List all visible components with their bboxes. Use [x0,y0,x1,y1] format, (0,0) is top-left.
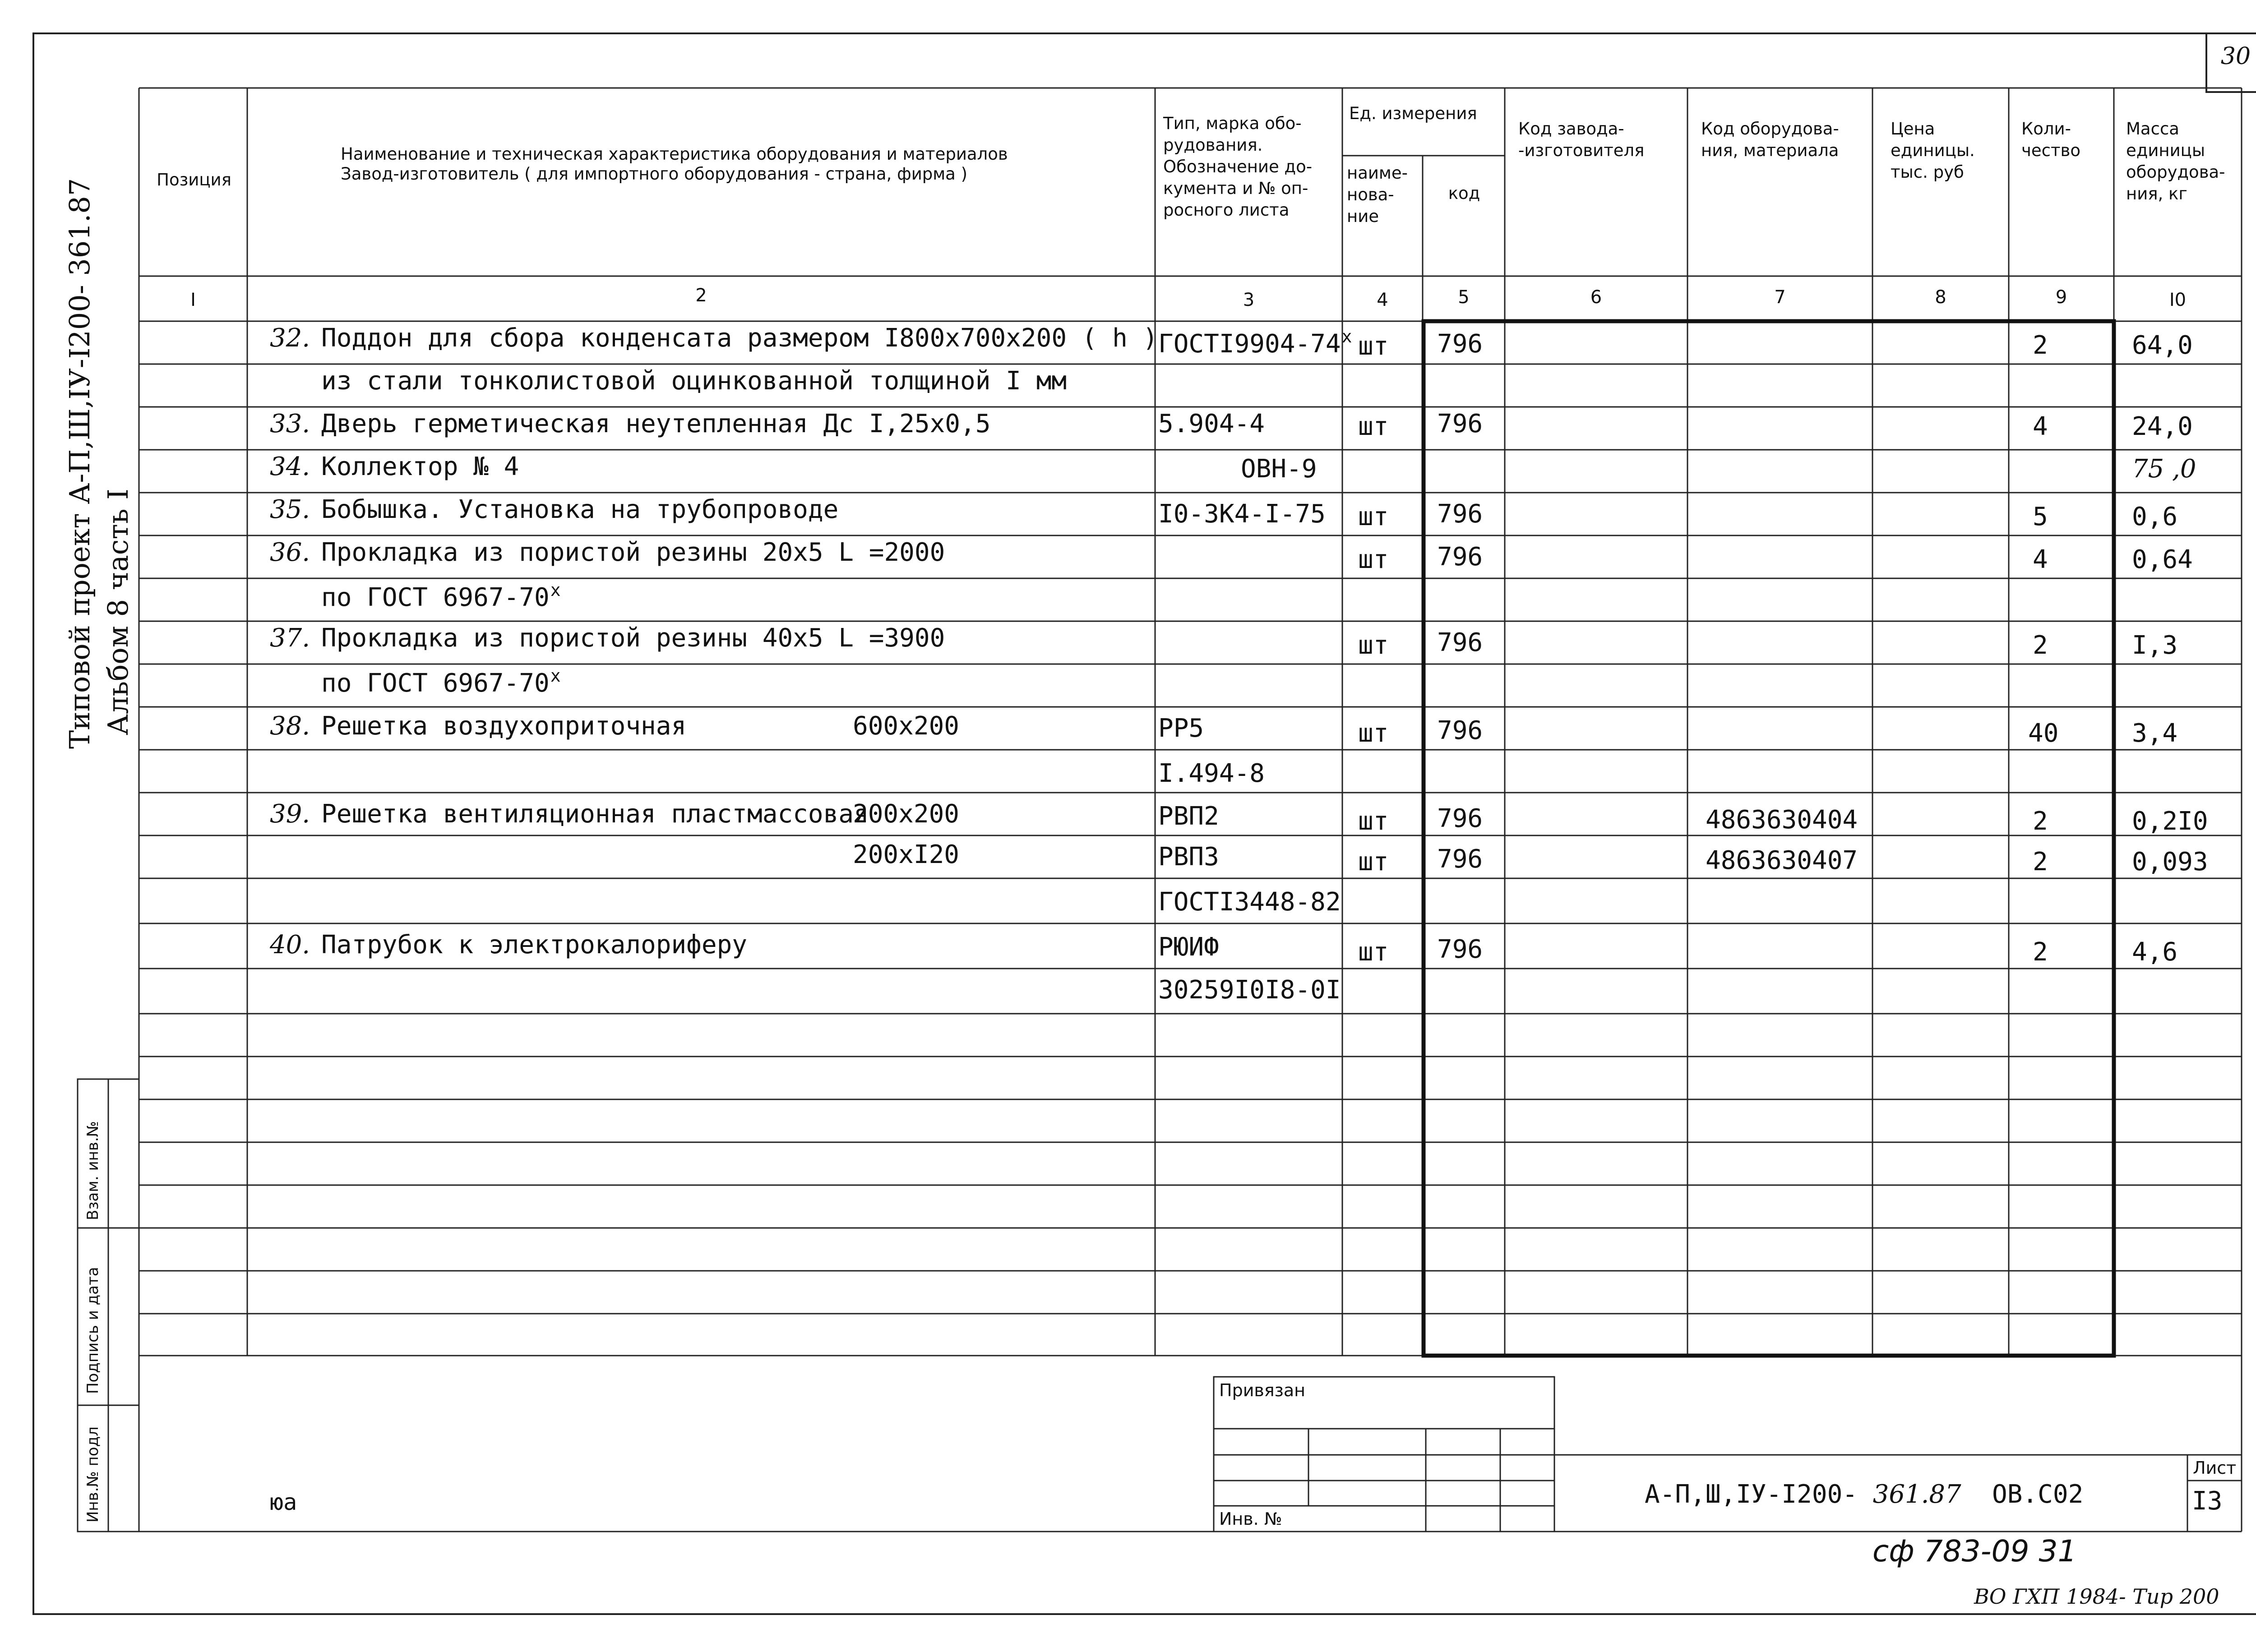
row-39b-code: 796 [1437,844,1483,874]
header-unit-name: наиме- нова- ние [1347,163,1408,226]
row-39-code: 796 [1437,804,1483,833]
row-35-quantity: 5 [2033,502,2048,531]
header-unit-code: код [1448,184,1480,203]
row-33-mass: 24,0 [2132,412,2193,441]
row-39b-type: РВП3 [1158,842,1219,872]
row-33-position: 33. [270,409,310,438]
row-32-name: Поддон для сбора конденсата размером I800х700х200 ( h ) [321,323,1158,353]
row-37-code: 796 [1437,628,1483,657]
row-32-mass: 64,0 [2132,331,2193,360]
row-40-type: РЮИФ [1158,932,1219,962]
row-40-position: 40. [270,930,310,960]
title-doc-code: А-П,Ш,IУ-I200- 361.87 [1645,1480,1961,1509]
row-39-name: Решетка вентиляционная пластмассовая [321,799,869,829]
row-35-name: Бобышка. Установка на трубопроводе [321,495,839,524]
row-39-equipment-code: 4863630404 [1706,805,1858,835]
row-34-mass: 75 ,0 [2132,454,2196,484]
row-39b-mass: 0,093 [2132,847,2208,877]
row-36-quantity: 4 [2033,545,2048,574]
row-40-quantity: 2 [2033,937,2048,967]
vertical-title-album: Альбом 8 часть I [102,489,134,735]
header-name-line1: Наименование и техническая характеристика оборудования и материалов [341,144,1008,164]
row-40-name: Патрубок к электрокалориферу [321,930,748,960]
title-list-number: I3 [2192,1486,2223,1516]
row-32-code: 796 [1437,329,1483,359]
left-mark: юа [270,1489,297,1515]
row-39-unit: шт [1358,807,1389,836]
header-units: Ед. измерения [1349,104,1477,123]
row-35-position: 35. [270,495,310,524]
row-39b-quantity: 2 [2033,847,2048,877]
row-39-mass: 0,2I0 [2132,807,2208,836]
row-40-code: 796 [1437,935,1483,964]
row-39-type: РВП2 [1158,802,1219,831]
row-38-position: 38. [270,711,310,741]
row-37-position: 37. [270,623,310,653]
row-39b-unit: шт [1358,847,1389,877]
row-35-code: 796 [1437,499,1483,529]
row-33-quantity: 4 [2033,412,2048,441]
row-37-quantity: 2 [2033,631,2048,660]
column-number-6: 6 [1590,287,1602,308]
column-number-2: 2 [695,285,707,306]
title-mark: ОВ.С02 [1992,1480,2084,1509]
row-40-mass: 4,6 [2132,937,2178,967]
row-40-unit: шт [1358,937,1389,967]
row-38-code: 796 [1437,716,1483,745]
stamp-replacement-inv: Взам. инв.№ [84,1121,102,1220]
row-35-mass: 0,6 [2132,502,2178,531]
header-type: Тип, марка обо- рудования. Обозначение до- кумента и № оп- росного листа [1163,114,1313,220]
row-38-mass: 3,4 [2132,719,2178,748]
row-36-mass: 0,64 [2132,545,2193,574]
row-33-unit: шт [1358,412,1389,441]
column-number-5: 5 [1458,287,1470,308]
title-list-label: Лист [2193,1458,2237,1478]
row-37-name: Прокладка из пористой резины 40х5 L =3900 [321,623,945,653]
row-35-type: I0-3К4-I-75 [1158,499,1326,529]
row-38-type: РР5 [1158,714,1204,743]
vertical-title-project: Типовой проект А-П,Ш,IУ-I200- 361.87 [63,178,96,749]
footer-stamp-number: сф 783-09 31 [1872,1534,2077,1569]
row-38-quantity: 40 [2028,719,2059,748]
row-32-position: 32. [270,323,310,353]
row-32-quantity: 2 [2033,331,2048,360]
header-name-line2: Завод-изготовитель ( для импортного оборудования - страна, фирма ) [341,164,968,184]
column-number-9: 9 [2055,287,2067,308]
row-35-unit: шт [1358,502,1389,531]
row-36-name: Прокладка из пористой резины 20х5 L =2000 [321,538,945,567]
row-38-unit: шт [1358,719,1389,748]
row-37-name-cont: по ГОСТ 6967-70$^x$ [321,666,561,698]
row-34-position: 34. [270,452,310,481]
page-number: 30 [2220,43,2251,70]
header-factory-code: Код завода- -изготовителя [1518,119,1645,161]
footer-print-note: ВО ГХП 1984- Тир 200 [1974,1584,2219,1609]
row-40-type-doc: 30259I0I8-0I [1158,975,1341,1005]
row-37-unit: шт [1358,631,1389,660]
row-39-position: 39. [270,799,310,829]
row-33-code: 796 [1437,409,1483,438]
column-number-8: 8 [1935,287,1946,308]
row-36-name-cont: по ГОСТ 6967-70$^x$ [321,580,561,612]
row-36-position: 36. [270,538,310,567]
column-number-1: I [190,290,196,310]
row-33-name: Дверь герметическая неутепленная Дс I,25х0,5 [321,409,991,438]
row-38-name: Решетка воздухоприточная [321,711,687,741]
header-mass: Масса единицы оборудова- ния, кг [2126,119,2225,204]
row-34-type: ОВН-9 [1241,454,1317,484]
stamp-signature-date: Подпись и дата [84,1267,102,1394]
column-number-4: 4 [1377,290,1388,310]
header-position: Позиция [157,170,231,189]
title-inv-number: Инв. № [1219,1509,1282,1529]
row-32-unit: шт [1358,332,1389,361]
title-privyazan: Привязан [1219,1380,1305,1400]
column-number-3: 3 [1243,290,1255,310]
row-39-size: 200х200 [853,799,960,829]
stamp-original-inv: Инв.№ подл [84,1426,102,1523]
row-39-type-doc: ГОСТI3448-82 [1158,887,1341,917]
row-38-size: 600х200 [853,711,960,741]
row-33-type: 5.904-4 [1158,409,1265,438]
row-32-name-cont: из стали тонколистовой оцинкованной толщиной I мм [321,366,1067,396]
header-equipment-code: Код оборудова- ния, материала [1701,119,1839,161]
row-39-quantity: 2 [2033,807,2048,836]
header-quantity: Коли- чество [2021,119,2080,161]
header-price: Цена единицы. тыс. руб [1891,119,1975,182]
row-38-type-doc: I.494-8 [1158,759,1265,788]
row-39b-size: 200хI20 [853,840,960,869]
row-36-unit: шт [1358,545,1389,574]
row-32-type: ГОСТI9904-74$^x$ [1158,327,1352,359]
row-37-mass: I,3 [2132,631,2178,660]
column-number-10: I0 [2169,290,2187,310]
row-34-name: Коллектор № 4 [321,452,519,481]
column-number-7: 7 [1774,287,1786,308]
row-36-code: 796 [1437,542,1483,572]
row-39b-equipment-code: 4863630407 [1706,846,1858,875]
